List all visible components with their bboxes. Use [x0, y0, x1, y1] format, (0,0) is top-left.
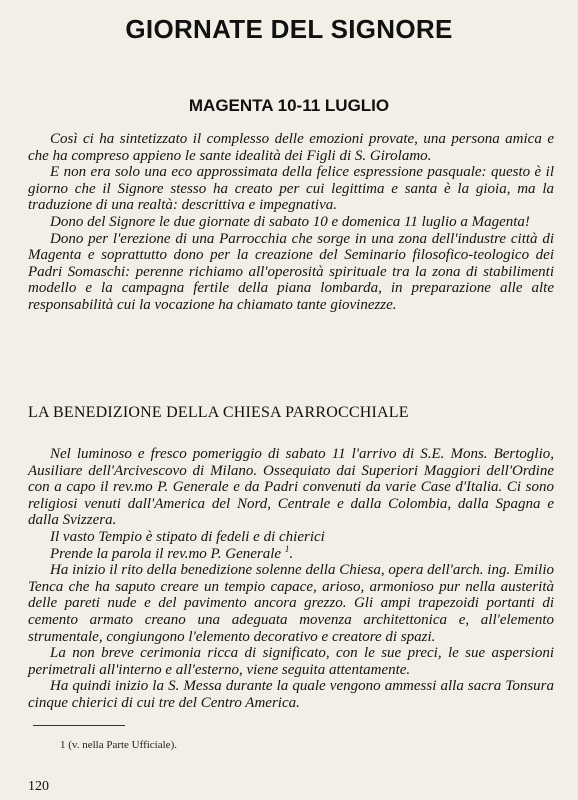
section-heading: LA BENEDIZIONE DELLA CHIESA PARROCCHIALE — [28, 404, 409, 421]
section-paragraph-generale: Prende la parola il rev.mo P. Generale $^1$. — [50, 543, 294, 562]
section-paragraph: Ha quindi inizio la S. Messa durante la quale vengono ammessi alla sacra Tonsura cinque chierici di cui tre del Centro America. — [28, 678, 554, 711]
footnote-reference[interactable]: 1 — [284, 543, 290, 554]
footnote-divider — [33, 725, 125, 726]
intro-text — [28, 131, 554, 314]
footnote: 1 (v. nella Parte Ufficiale). — [60, 739, 177, 751]
intro-paragraph: Così ci ha sintetizzato il complesso delle emozioni provate, una persona amica e che ha compreso appieno le sante idealità dei Figli di S. Girolamo. — [28, 131, 554, 164]
generale-text: Prende la parola il rev.mo P. Generale — [50, 545, 282, 562]
article-subtitle: MAGENTA 10-11 LUGLIO — [188, 96, 390, 115]
intro-paragraph: Dono per l'erezione di una Parrocchia che sorge in una zona dell'industre città di Magenta e soprattutto dono per la creazione del Seminario filosofico-teologico dei Padri Somaschi: perenne richiamo all'operosità spirituale tra la zona di stabilimenti modello e la campagna fertile della piana lombarda, in preparazione alle alte responsabilità cui la vocazione ha chiamato tante giovinezze. — [28, 230, 554, 313]
page-title: GIORNATE DEL SIGNORE — [125, 14, 453, 44]
section-paragraph: Nel luminoso e fresco pomeriggio di sabato 11 l'arrivo di S.E. Mons. Bertoglio, Ausiliare dell'Arcivescovo di Milano. Ossequiato dai Superiori Maggiori dell'Ordine con a capo il rev.mo P. Generale e da Padri convenuti da varie Case d'Italia. Ci sono religiosi venuti dall'America del Nord, Centrale e dalla Colombia, dalla Spagna e dalla Svizzera. — [28, 446, 554, 529]
section-paragraph: Il vasto Tempio è stipato di fedeli e di chierici — [50, 528, 325, 545]
section-paragraph: La non breve cerimonia ricca di significato, con le sue preci, le sue aspersioni perimetrali all'interno e all'esterno, viene seguita attentamente. — [28, 645, 554, 678]
page-number: 120 — [28, 779, 49, 794]
intro-paragraph: Dono del Signore le due giornate di sabato 10 e domenica 11 luglio a Magenta! — [50, 213, 530, 230]
section-text — [28, 446, 554, 712]
intro-paragraph: E non era solo una eco approssimata della felice espressione pasquale: questo è il giorno che il Signore stesso ha creato per cui legittima e santa è la gioia, ma la traduzione di una realtà: descrittiva e impegnativa. — [28, 164, 554, 214]
section-paragraph: Ha inizio il rito della benedizione solenne della Chiesa, opera dell'arch. ing. Emilio Tenca che ha saputo creare un tempio capace, arioso, armonioso pur nella austerità delle pareti nude e del pavimento ancora grezzo. Gli ampi trapezoidi portanti di cemento armato creano una adeguata movenza architettonica e, all'elemento strumentale, congiungono l'elemento decorativo e creatore di spazi. — [28, 562, 554, 645]
